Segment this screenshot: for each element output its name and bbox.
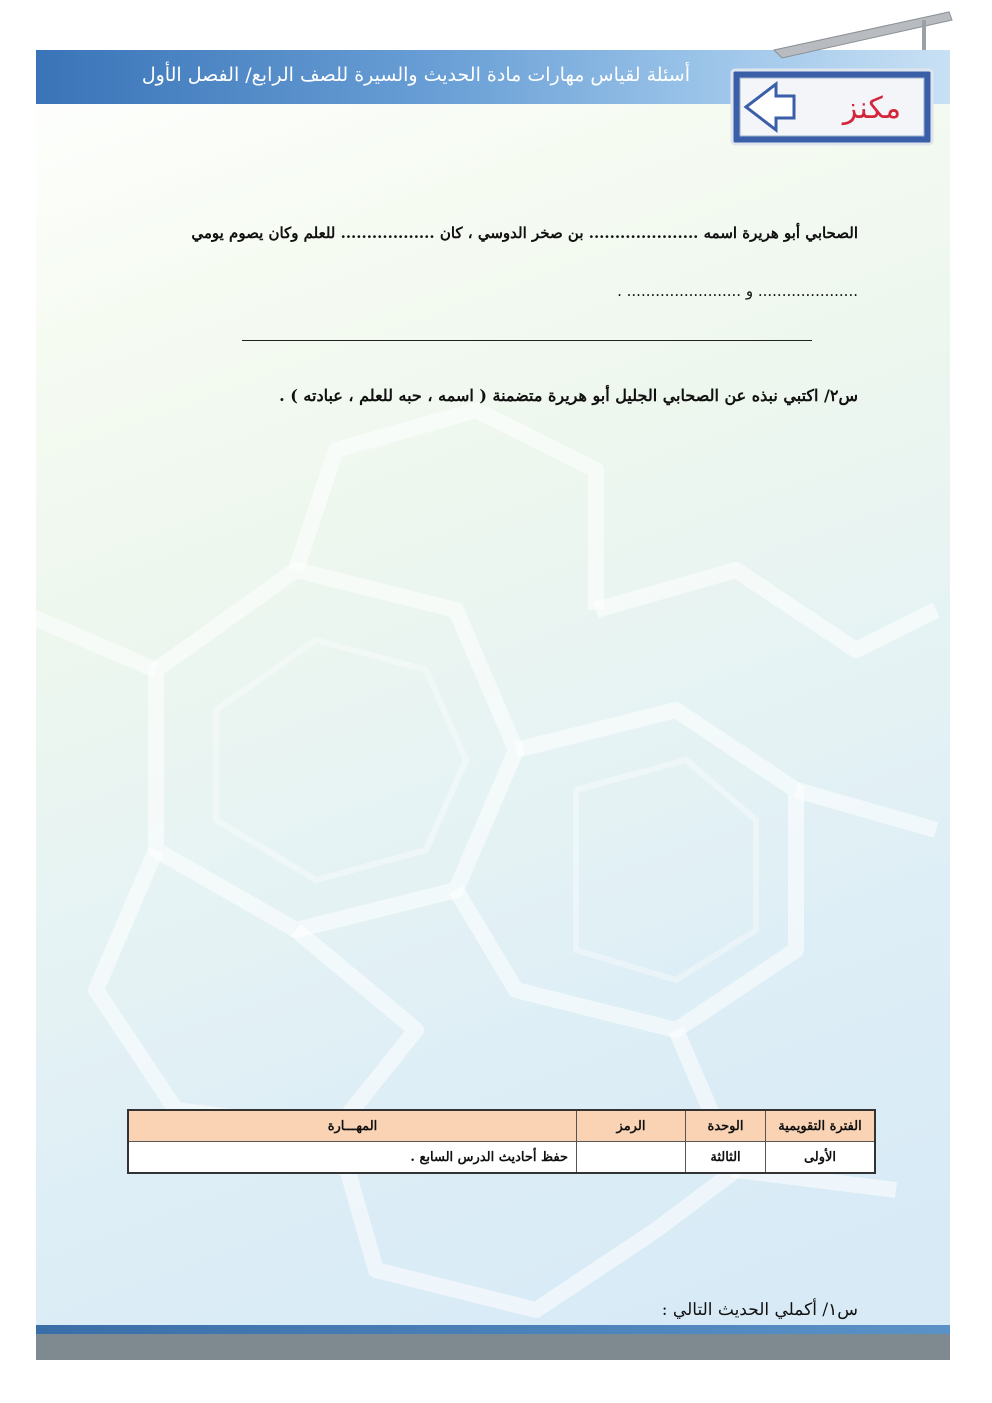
skills-table-header	[128, 1110, 875, 1142]
footer-blue-bar	[36, 1325, 950, 1334]
header-period: الفترة التقويمية	[766, 1110, 876, 1142]
fill-in-line-2: ..................... و ........................ .	[617, 282, 858, 300]
table-row	[128, 1142, 875, 1174]
header-code: الرمز	[577, 1110, 686, 1142]
header-skill: المهـــارة	[128, 1110, 577, 1142]
cell-unit: الثالثة	[686, 1142, 766, 1174]
section-divider	[242, 340, 812, 341]
question-1: س١/ أكملي الحديث التالي :	[661, 1300, 858, 1320]
page-title: أسئلة لقياس مهارات مادة الحديث والسيرة للصف الرابع/ الفصل الأول	[141, 64, 690, 86]
cell-skill: حفظ أحاديث الدرس السابع .	[128, 1142, 577, 1174]
header-unit: الوحدة	[686, 1110, 766, 1142]
cell-period: الأولى	[766, 1142, 876, 1174]
logo-text: مكنز	[842, 91, 902, 126]
question-2: س٢/ اكتبي نبذه عن الصحابي الجليل أبو هريرة متضمنة ( اسمه ، حبه للعلم ، عبادته ) .	[279, 386, 858, 405]
fill-in-line-1: الصحابي أبو هريرة اسمه ..................... بن صخر الدوسي ، كان .................. للعلم وكان يصوم يومي	[191, 224, 858, 242]
skills-table	[127, 1109, 876, 1174]
footer-gray-bar	[36, 1334, 950, 1360]
logo-sign	[724, 10, 956, 150]
cell-code	[577, 1142, 686, 1174]
